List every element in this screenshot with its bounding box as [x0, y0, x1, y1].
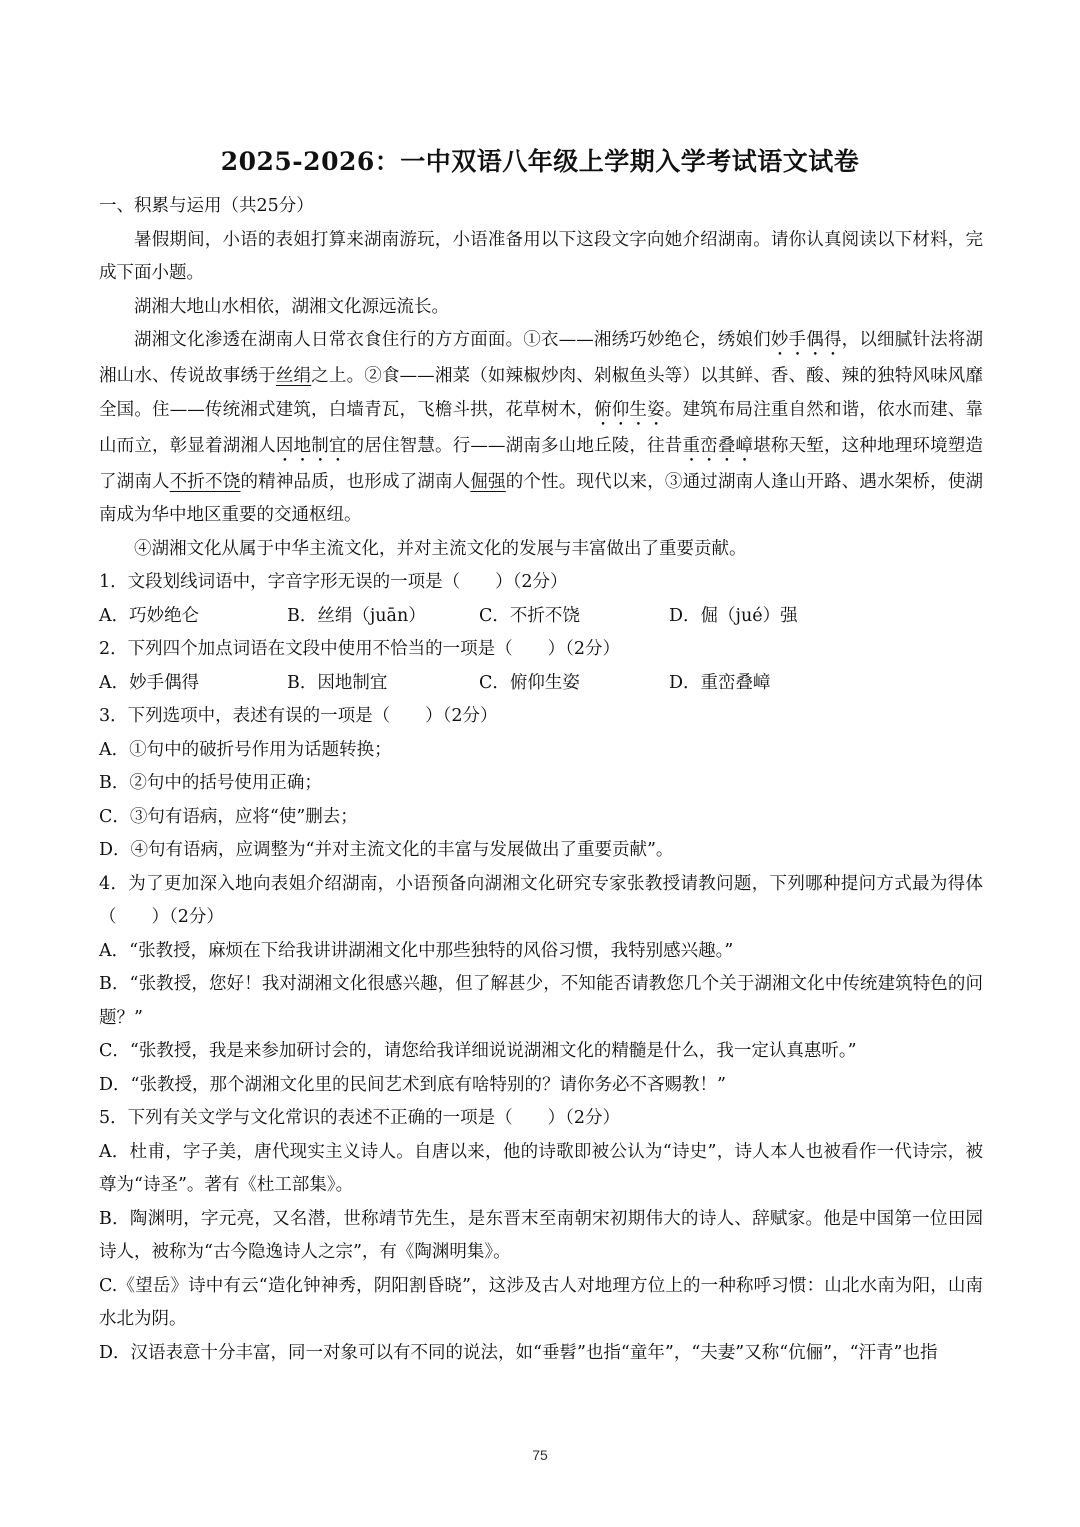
option-d: D．重峦叠嶂	[669, 672, 771, 693]
option-c: C．“张教授，我是来参加研讨会的，请您给我详细说说湖湘文化的精髓是什么，我一定认真惠听。”	[99, 1041, 857, 1061]
page-title: 2025-2026：一中双语八年级上学期入学考试语文试卷	[220, 147, 860, 176]
option-a: A．妙手偶得	[99, 672, 200, 693]
option-d: D．“张教授，那个湖湘文化里的民间艺术到底有啥特别的？请你务必不吝赐教！”	[99, 1074, 726, 1095]
option-b: B．丝绢（juān）	[287, 605, 426, 626]
option-c: C.《望岳》诗中有云“造化钟神秀，阴阳割昏晓”，这涉及古人对地理方位上的一种称呼习惯：山北水南为阳，山南水北为阴。	[99, 1275, 983, 1329]
underlined-term: 丝绢	[275, 366, 312, 386]
underlined-term: 倔强	[470, 471, 506, 492]
option-c: C．俯仰生姿	[479, 672, 580, 693]
question-stem: 5．下列有关文学与文化常识的表述不正确的一项是（ ）（2分）	[99, 1108, 621, 1128]
passage-text: 堪称天堑，这种地理环境塑造了湖南人	[99, 435, 983, 492]
passage-paragraph	[99, 324, 983, 533]
option-d: D．汉语表意十分丰富，同一对象可以有不同的说法，如“垂髫”也指“童年”，“夫妻”又称“伉俪”，“汗青”也指	[99, 1342, 938, 1363]
option-a: A．杜甫，字子美，唐代现实主义诗人。自唐以来，他的诗歌即被公认为“诗史”，诗人本人也被看作一代诗宗，被尊为“诗圣”。著有《杜工部集》。	[99, 1141, 983, 1195]
option-b: B．因地制宜	[287, 672, 388, 693]
dotted-term: 俯仰生姿	[594, 399, 665, 420]
question-stem: 1．文段划线词语中，字音字形无误的一项是（ ）（2分）	[99, 572, 568, 592]
passage-text: 的居住智慧。行——湖南多山地丘陵，往昔	[346, 435, 683, 456]
passage-text: 。建筑布局注重自然和谐，依水而建、靠山而立，彰显着湖湘人	[99, 399, 983, 456]
option-a: A．“张教授，麻烦在下给我讲讲湖湘文化中那些独特的风俗习惯，我特别感兴趣。”	[99, 940, 734, 961]
page-number: 75	[532, 1447, 548, 1463]
passage-text: 湖湘文化渗透在湖南人日常衣食住行的方方面面。①衣——湘绣巧妙绝仑，绣娘们	[134, 330, 771, 350]
option-b: B．②句中的括号使用正确；	[99, 773, 322, 793]
option-c: C．③句有语病，应将“使”删去；	[99, 806, 358, 827]
dotted-term: 妙手偶得	[770, 330, 842, 350]
intro-paragraph: 暑假期间，小语的表姐打算来湖南游玩，小语准备用以下这段文字向她介绍湖南。请你认真阅读以下材料，完成下面小题。	[99, 229, 983, 283]
options-row	[99, 667, 983, 701]
option-d: D．④句有语病，应调整为“并对主流文化的丰富与发展做出了重要贡献”。	[99, 840, 674, 860]
option-a: A．巧妙绝仑	[99, 605, 200, 626]
passage-lead: 湖湘大地山水相依，湖湘文化源远流长。	[134, 296, 449, 317]
passage-text: 之上。②食——湘菜（如辣椒炒肉、剁椒鱼头等）以其鲜、香、酸、辣的独特风味风靡全国。住——传统湘式建筑，白墙青瓦，飞檐斗拱，花草树木，	[99, 366, 983, 420]
option-a: A．①句中的破折号作用为话题转换；	[99, 739, 392, 760]
question-stem: 2．下列四个加点词语在文段中使用不恰当的一项是（ ）（2分）	[99, 639, 621, 659]
dotted-term: 重峦叠嶂	[682, 435, 754, 456]
passage-text: 的个性。现代以来，③通过湖南人逢山开路、遇水架桥，使湖南成为华中地区重要的交通枢纽。	[99, 471, 984, 525]
passage-closing: ④湖湘文化从属于中华主流文化，并对主流文化的发展与丰富做出了重要贡献。	[134, 538, 747, 559]
option-b: B．“张教授，您好！我对湖湘文化很感兴趣，但了解甚少，不知能否请教您几个关于湖湘文化中传统建筑特色的问题？”	[99, 974, 983, 1028]
option-c: C．不折不饶	[479, 605, 580, 626]
option-d: D．倔（jué）强	[669, 605, 798, 626]
underlined-term: 不折不饶	[169, 471, 241, 492]
passage-text: 的精神品质，也形成了湖南人	[240, 471, 471, 492]
passage-text: ，以细腻针法将湖湘山水、传说故事绣于	[99, 330, 984, 386]
dotted-term: 因地制宜	[275, 435, 347, 456]
option-b: B．陶渊明，字元亮，又名潜，世称靖节先生，是东晋末至南朝宋初期伟大的诗人、辞赋家。他是中国第一位田园诗人，被称为“古今隐逸诗人之宗”，有《陶渊明集》。	[99, 1208, 983, 1262]
question-stem: 4．为了更加深入地向表姐介绍湖南，小语预备向湖湘文化研究专家张教授请教问题，下列哪种提问方式最为得体（ ）（2分）	[99, 873, 983, 927]
exam-content	[99, 190, 983, 1370]
options-row	[99, 600, 983, 634]
question-stem: 3．下列选项中，表述有误的一项是（ ）（2分）	[99, 706, 498, 726]
section-heading: 一、积累与运用（共25分）	[99, 196, 314, 216]
